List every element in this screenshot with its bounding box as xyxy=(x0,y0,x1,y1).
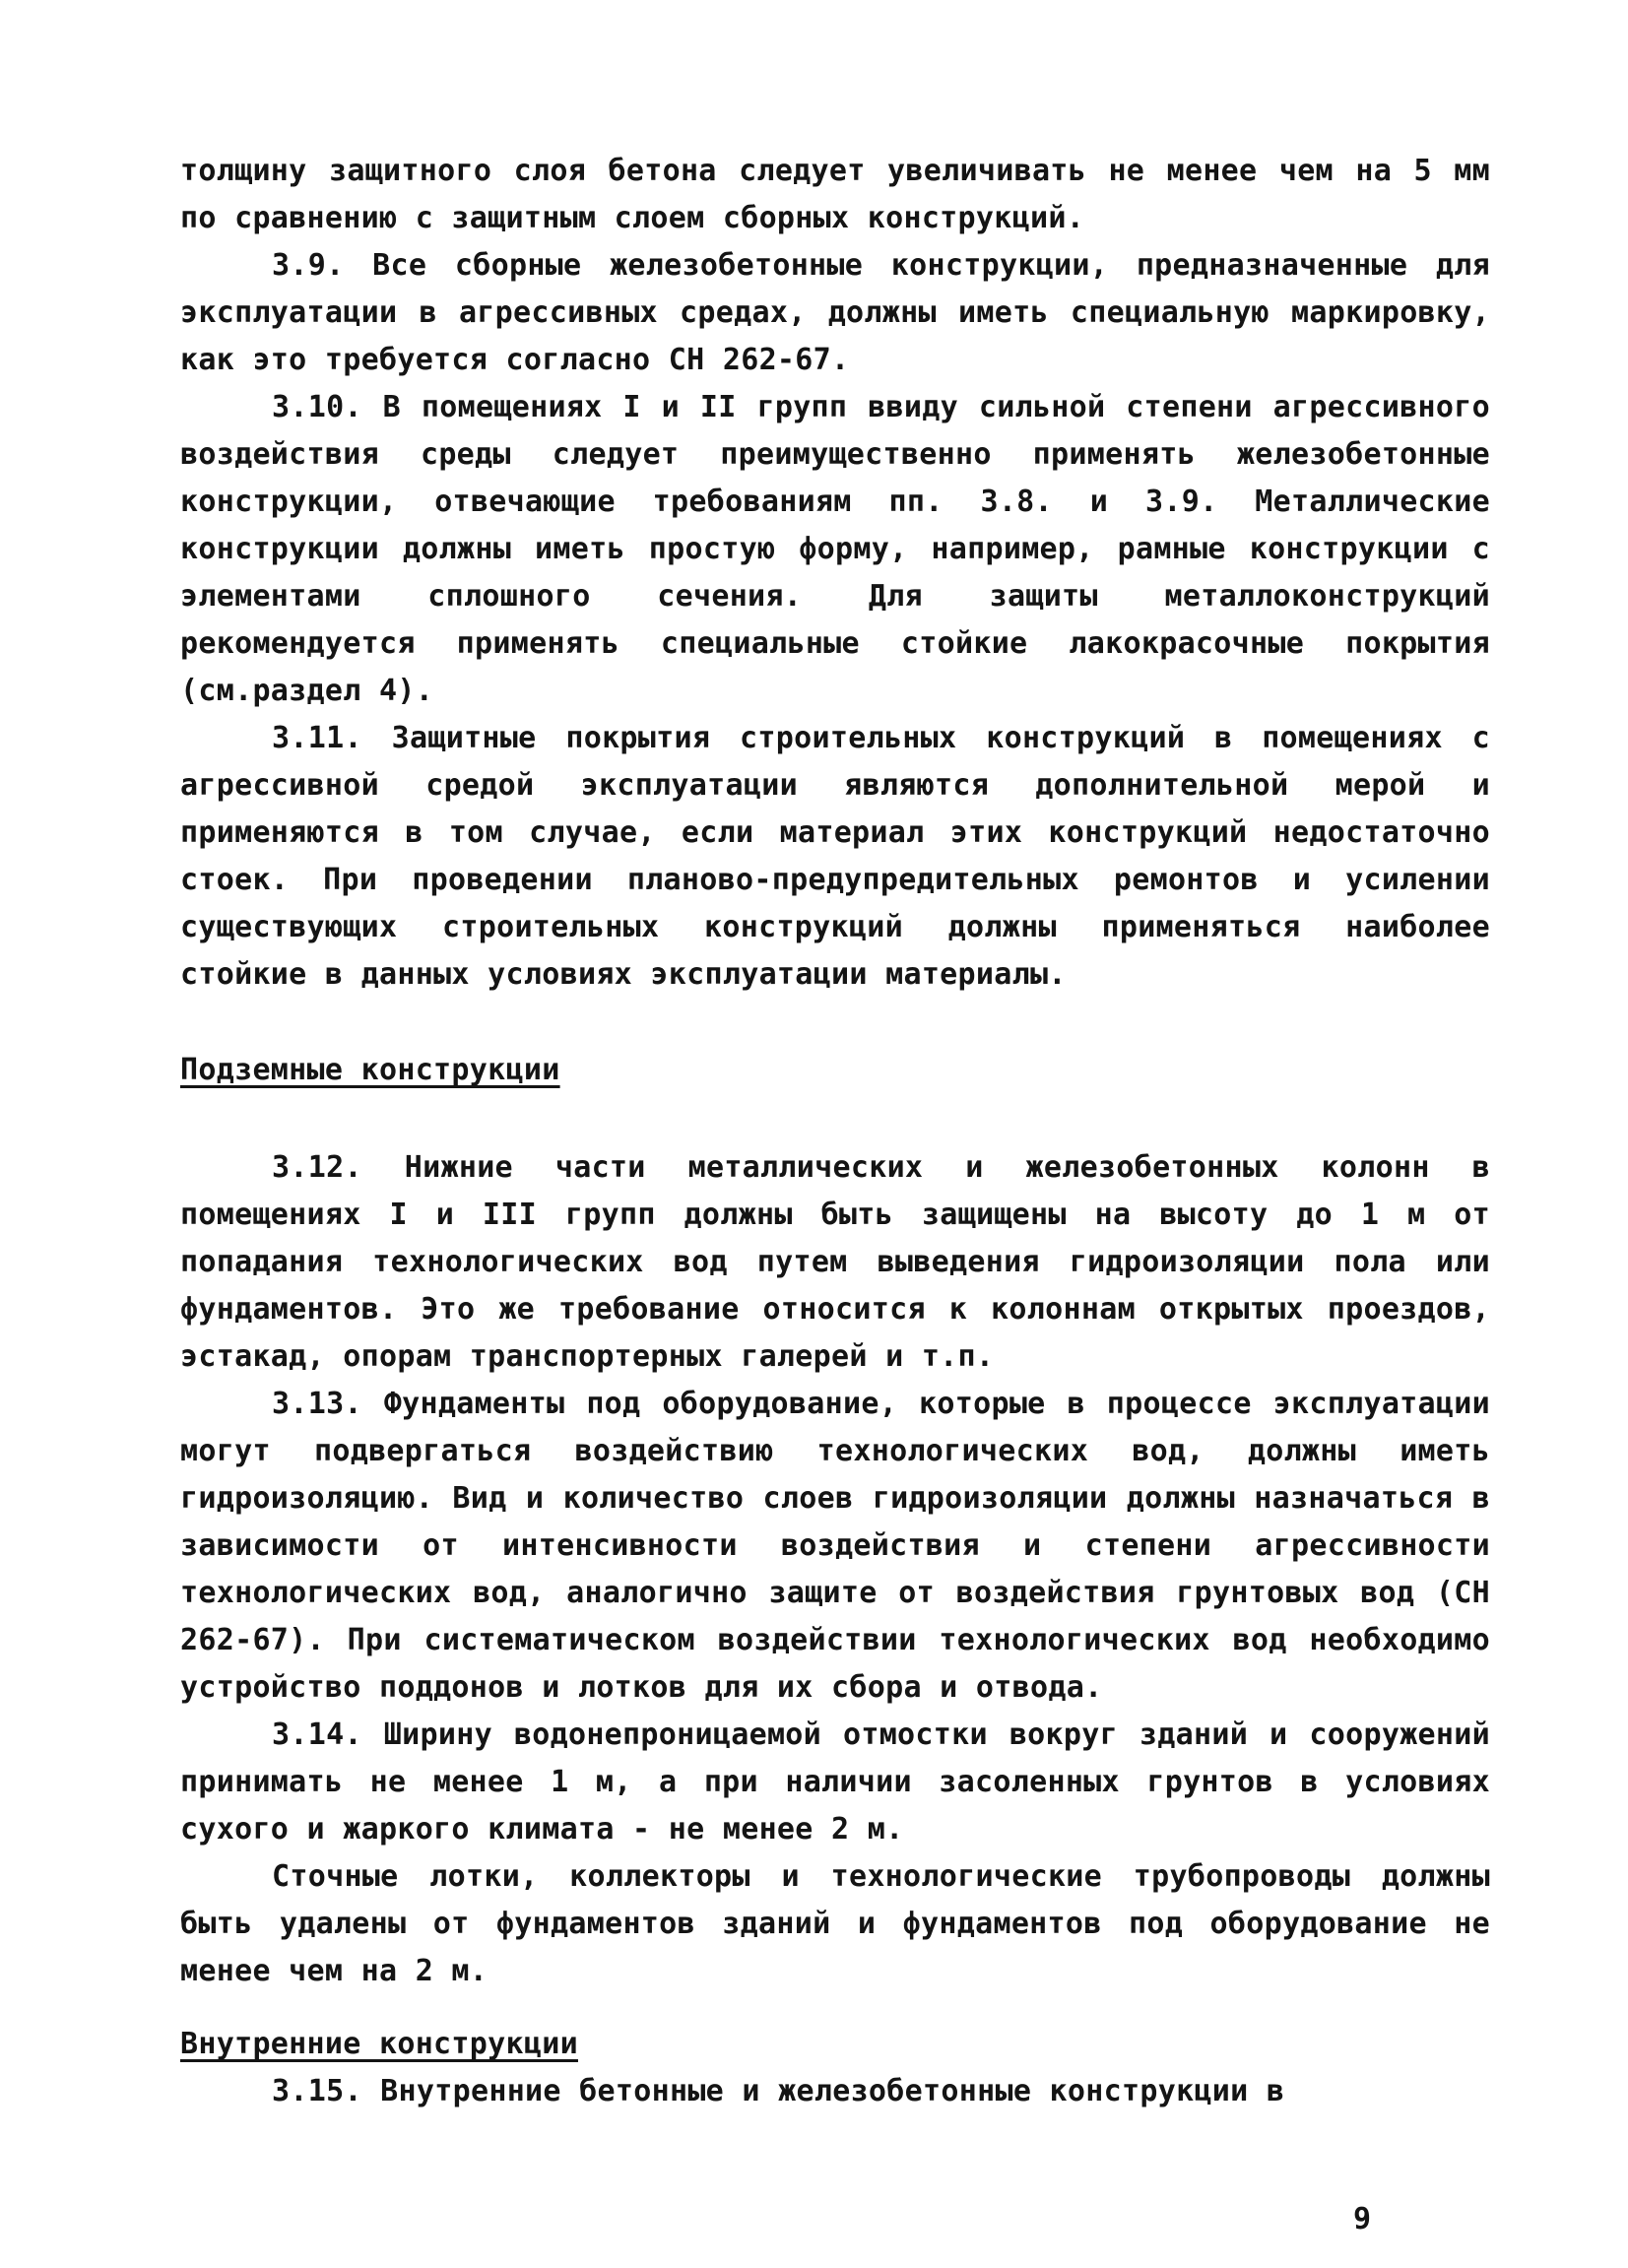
section-heading-internal: Внутренние конструкции xyxy=(180,2027,578,2061)
section-internal xyxy=(180,2021,1490,2068)
text-block-top xyxy=(180,148,1490,999)
paragraph-drains: Сточные лотки, коллекторы и технологические трубопроводы должны быть удалены от фундаментов зданий и фундаментов под оборудование не менее чем на 2 м. xyxy=(180,1859,1490,1988)
paragraph-3-10: 3.10. В помещениях I и II групп ввиду сильной степени агрессивного воздействия среды следует преимущественно применять железобетонные конструкции, отвечающие требованиям пп. 3.8. и 3.9. Металлические конструкции должны иметь простую форму, например, рамные конструкции с элементами сплошного сечения. Для защиты металлоконструкций рекомендуется применять специальные стойкие лакокрасочные покрытия (см.раздел 4). xyxy=(180,390,1490,708)
text-block-middle xyxy=(180,1144,1490,1995)
paragraph-continuation: толщину защитного слоя бетона следует увеличивать не менее чем на 5 мм по сравнению с защитным слоем сборных конструкций. xyxy=(180,154,1490,235)
paragraph-3-9: 3.9. Все сборные железобетонные конструкции, предназначенные для эксплуатации в агрессивных средах, должны иметь специальную маркировку, как это требуется согласно СН 262-67. xyxy=(180,248,1490,377)
paragraph-3-12: 3.12. Нижние части металлических и железобетонных колонн в помещениях I и III групп должны быть защищены на высоту до 1 м от попадания технологических вод путем выведения гидроизоляции пола или фундаментов. Это же требование относится к колоннам открытых проездов, эстакад, опорам транспортерных галерей и т.п. xyxy=(180,1150,1490,1374)
paragraph-3-13: 3.13. Фундаменты под оборудование, которые в процессе эксплуатации могут подвергаться воздействию технологических вод, должны иметь гидроизоляцию. Вид и количество слоев гидроизоляции должны назначаться в зависимости от интенсивности воздействия и степени агрессивности технологических вод, аналогично защите от воздействия грунтовых вод (СН 262-67). При систематическом воздействии технологических вод необходимо устройство поддонов и лотков для их сбора и отвода. xyxy=(180,1387,1490,1705)
paragraph-3-15: 3.15. Внутренние бетонные и железобетонные конструкции в xyxy=(272,2074,1285,2108)
text-block-bottom xyxy=(180,2068,1490,2115)
section-heading-underground: Подземные конструкции xyxy=(180,1053,560,1087)
section-underground xyxy=(180,1047,1490,1094)
page-number: 9 xyxy=(1353,2202,1372,2236)
paragraph-3-11: 3.11. Защитные покрытия строительных конструкций в помещениях с агрессивной средой эксплуатации являются дополнительной мерой и применяются в том случае, если материал этих конструкций недостаточно стоек. При проведении планово-предупредительных ремонтов и усилении существующих строительных конструкций должны применяться наиболее стойкие в данных условиях эксплуатации материалы. xyxy=(180,721,1490,992)
paragraph-3-14: 3.14. Ширину водонепроницаемой отмостки вокруг зданий и сооружений принимать не менее 1 м, а при наличии засоленных грунтов в условиях сухого и жаркого климата - не менее 2 м. xyxy=(180,1717,1490,1847)
